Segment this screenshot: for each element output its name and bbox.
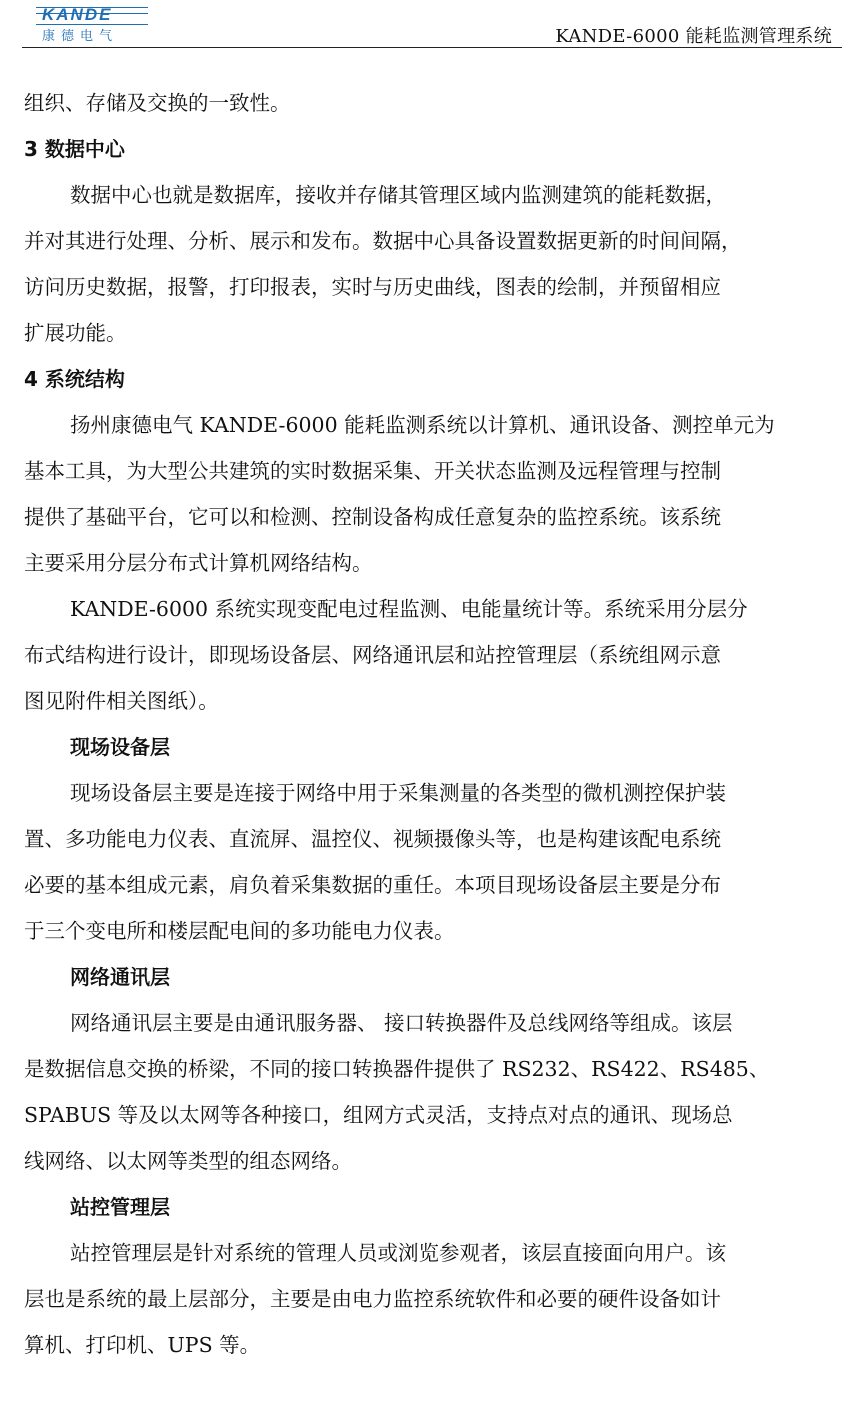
- paragraph-line: 提供了基础平台，它可以和检测、控制设备构成任意复杂的监控系统。该系统: [24, 505, 721, 529]
- paragraph-line: 网络通讯层主要是由通讯服务器、 接口转换器件及总线网络等组成。该层: [70, 1011, 733, 1035]
- paragraph-line: 置、多功能电力仪表、直流屏、温控仪、视频摄像头等，也是构建该配电系统: [24, 827, 721, 851]
- logo-wordmark: KANDE: [42, 5, 113, 24]
- paragraph-line: 必要的基本组成元素，肩负着采集数据的重任。本项目现场设备层主要是分布: [24, 873, 721, 897]
- logo-chinese-name: 康德电气: [42, 29, 119, 44]
- subsection-heading: 站控管理层: [70, 1195, 170, 1219]
- paragraph-line: 布式结构进行设计，即现场设备层、网络通讯层和站控管理层（系统组网示意: [24, 643, 721, 667]
- header-divider: [22, 47, 842, 48]
- paragraph-line: 现场设备层主要是连接于网络中用于采集测量的各类型的微机测控保护装: [70, 781, 726, 805]
- subsection-heading: 网络通讯层: [70, 965, 170, 989]
- subsection-heading: 现场设备层: [70, 735, 170, 759]
- paragraph-line: 站控管理层是针对系统的管理人员或浏览参观者，该层直接面向用户。该: [70, 1241, 726, 1265]
- paragraph-line: 扬州康德电气 KANDE-6000 能耗监测系统以计算机、通讯设备、测控单元为: [70, 413, 775, 437]
- paragraph-line: 组织、存储及交换的一致性。: [24, 91, 291, 115]
- paragraph-line: 图见附件相关图纸）。: [24, 689, 219, 713]
- document-body: [24, 80, 834, 1368]
- paragraph-line: SPABUS 等及以太网等各种接口，组网方式灵活，支持点对点的通讯、现场总: [24, 1103, 733, 1127]
- paragraph-line: 扩展功能。: [24, 321, 127, 345]
- document-title: KANDE-6000 能耗监测管理系统: [555, 26, 832, 47]
- paragraph-line: 是数据信息交换的桥梁，不同的接口转换器件提供了 RS232、RS422、RS485、: [24, 1057, 770, 1081]
- section-heading: 3 数据中心: [24, 137, 125, 161]
- paragraph-line: 主要采用分层分布式计算机网络结构。: [24, 551, 373, 575]
- paragraph-line: 于三个变电所和楼层配电间的多功能电力仪表。: [24, 919, 455, 943]
- paragraph-line: 算机、打印机、UPS 等。: [24, 1333, 261, 1357]
- company-logo: [34, 5, 152, 45]
- paragraph-line: 并对其进行处理、分析、展示和发布。数据中心具备设置数据更新的时间间隔，: [24, 229, 742, 253]
- paragraph-line: 层也是系统的最上层部分，主要是由电力监控系统软件和必要的硬件设备如计: [24, 1287, 721, 1311]
- section-heading: 4 系统结构: [24, 367, 125, 391]
- paragraph-line: 数据中心也就是数据库，接收并存储其管理区域内监测建筑的能耗数据，: [70, 183, 726, 207]
- paragraph-line: 访问历史数据，报警，打印报表，实时与历史曲线，图表的绘制，并预留相应: [24, 275, 721, 299]
- page-header: [0, 0, 860, 50]
- paragraph-line: KANDE-6000 系统实现变配电过程监测、电能量统计等。系统采用分层分: [70, 597, 748, 621]
- paragraph-line: 线网络、以太网等类型的组态网络。: [24, 1149, 352, 1173]
- paragraph-line: 基本工具，为大型公共建筑的实时数据采集、开关状态监测及远程管理与控制: [24, 459, 721, 483]
